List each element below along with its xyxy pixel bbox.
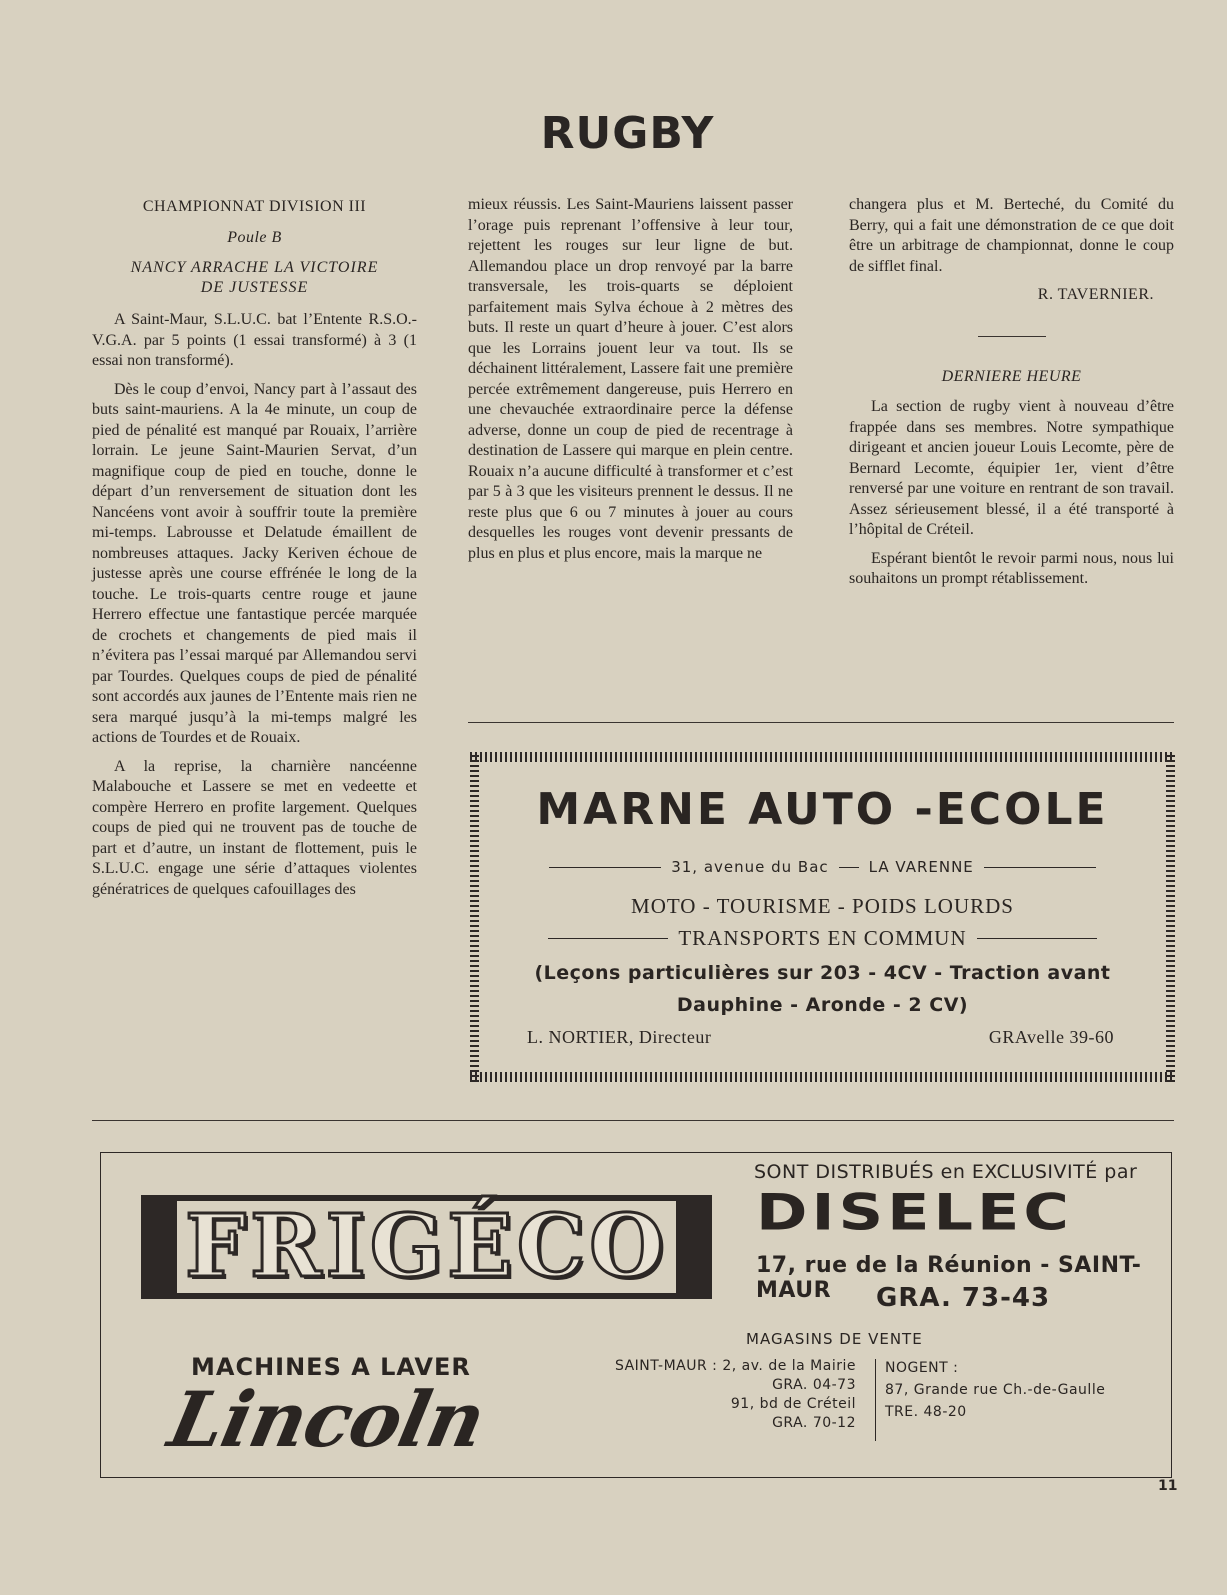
auto-ecole-services-1: MOTO - TOURISME - POIDS LOURDS: [631, 894, 1014, 918]
distributor-phone: GRA. 73-43: [876, 1283, 1051, 1313]
auto-ecole-name: MARNE AUTO -ECOLE: [536, 784, 1109, 835]
horizontal-rule: [92, 1120, 1174, 1121]
championship-heading: CHAMPIONNAT DIVISION III: [142, 198, 367, 215]
late-news-paragraph: Espérant bientôt le revoir parmi nous, nous lui souhaitons un prompt rétablissement.: [849, 549, 1174, 587]
article-paragraph: Dès le coup d’envoi, Nancy part à l’assaut des buts saint-mauriens. A la 4e minute, un coup de pied de pénalité est manqué par Rouaix, l’arrière lorrain. Le jeune Saint-Maurien Servat, d’un magnifique coup de pied en touche, donne le départ d’un renversement de situation dont les Nancéens vont avoir à souffrir toute la première mi-temps. Labrousse et Delatude émaillent de nombreuses attaques. Jacky Keriven échoue de justesse après une course effrénée le long de la touche. Le trois-quarts centre rouge et jaune Herrero effectue une fantastique percée marquée de crochets et changements de pied mais il n’évitera pas l’essai marqué par Allemandou servi par Tourdes. Quelques coups de pied de pénalité sont accordés aux jaunes de l’Entente mais rien ne sera marqué jusqu’à la mi-temps malgré les actions de Tourdes et de Rouaix.: [92, 380, 417, 746]
store-line: GRA. 04-73: [772, 1377, 856, 1393]
store-line: 87, Grande rue Ch.-de-Gaulle: [885, 1382, 1106, 1398]
store-divider: [875, 1359, 876, 1441]
auto-ecole-phone: GRAvelle 39-60: [988, 1027, 1114, 1047]
distributor-address: 17, rue de la Réunion - SAINT-MAUR: [756, 1253, 1142, 1303]
distribution-note: SONT DISTRIBUÉS en EXCLUSIVITÉ par: [754, 1161, 1138, 1183]
article-paragraph: A la reprise, la charnière nancéenne Malabouche et Lassere se met en vedeette et compère Herrero en profite largement. Quelques coups de pied qui ne trouvent pas de touche de part et d’autre, un instant de flottement, puis le S.L.U.C. engage une série d’attaques violentes génératrices de quelques cafouillages des: [92, 757, 417, 898]
late-news-heading: DERNIERE HEURE: [941, 367, 1082, 385]
late-news-paragraph: La section de rugby vient à nouveau d’être frappée dans ses membres. Notre sympathique dirigeant et ancien joueur Louis Lecomte, père de Bernard Lecomte, équipier 1er, vient d’être renversé par une voiture en rentrant de son travail. Assez sérieusement blessé, il a été transporté à l’hôpital de Créteil.: [849, 398, 1174, 538]
ad-border: [470, 752, 1175, 762]
page-number: 11: [1158, 1478, 1178, 1494]
store-line: GRA. 70-12: [772, 1415, 856, 1431]
section-divider: [978, 336, 1046, 337]
auto-ecole-lessons-1: (Leçons particulières sur 203 - 4CV - Traction avant: [534, 962, 1111, 984]
page-title: RUGBY: [540, 108, 715, 159]
auto-ecole-address: [479, 858, 1166, 876]
headline-line-2: DE JUSTESSE: [200, 279, 309, 296]
store-line: SAINT-MAUR : 2, av. de la Mairie: [614, 1358, 856, 1374]
frigeco-brand: FRIGÉCO: [177, 1201, 676, 1293]
article-paragraph: changera plus et M. Berteché, du Comité du Berry, qui a fait une démonstration de ce que doit être un arbitrage de championnat, donne le coup de sifflet final.: [849, 196, 1174, 275]
article-paragraph: mieux réussis. Les Saint-Mauriens laissent passer l’orage puis reprenant l’offensive à leur tour, rejettent les rouges sur leur ligne de but. Allemandou place un drop renvoyé par la barre transversale, les trois-quarts se déploient parfaitement mais Sylva échoue à 2 mètres des buts. Il reste un quart d’heure à jouer. C’est alors que les Lorrains jouent leur va tout. Ils se déchainent littéralement, Lassere fait une première percée extrêmement dangereuse, puis Herrero en une chevauchée extraordinaire perce la défense adverse, donne un coup de pied de recentrage à destination de Lassere qui marque en plein centre. Rouaix n’a aucune difficulté à transformer et c’est par 5 à 3 que les visiteurs prennent le dessus. Il ne reste plus que 6 ou 7 minutes à jouer au cours desquelles les rouges vont devenir pressants de plus en plus et plus encore, mais la marque ne: [468, 196, 793, 562]
frigeco-product: MACHINES A LAVER: [191, 1353, 471, 1381]
store-nogent: [885, 1357, 1145, 1423]
store-saint-maur: [556, 1357, 856, 1433]
frigeco-logo: [141, 1195, 712, 1299]
article-column-1: [92, 195, 417, 908]
distributor-name: DISELEC: [756, 1183, 1073, 1242]
horizontal-rule: [468, 722, 1174, 723]
article-signature: R. TAVERNIER.: [1037, 286, 1154, 303]
auto-ecole-services-2: TRANSPORTS EN COMMUN: [678, 926, 967, 950]
ad-border: [470, 1072, 1175, 1082]
headline-line-1: NANCY ARRACHE LA VICTOIRE: [130, 259, 379, 276]
frigeco-ad: [100, 1152, 1172, 1478]
auto-ecole-street: 31, avenue du Bac: [671, 858, 829, 876]
stores-heading: MAGASINS DE VENTE: [746, 1330, 923, 1348]
ad-border: [1166, 752, 1175, 1082]
article-column-2: [468, 195, 793, 572]
ad-border: [470, 752, 479, 1082]
auto-ecole-director: L. NORTIER, Directeur: [527, 1027, 712, 1047]
auto-ecole-lessons-2: Dauphine - Aronde - 2 CV): [676, 994, 969, 1016]
article-paragraph: A Saint-Maur, S.L.U.C. bat l’Entente R.S.O.-V.G.A. par 5 points (1 essai transformé) à 3 (1 essai non transformé).: [92, 311, 417, 369]
store-line: NOGENT :: [885, 1360, 959, 1376]
auto-ecole-services-2-row: [479, 926, 1166, 951]
article-column-3: [849, 195, 1174, 598]
store-line: 91, bd de Créteil: [730, 1396, 856, 1412]
auto-ecole-town: LA VARENNE: [868, 858, 974, 876]
auto-ecole-ad: [470, 752, 1175, 1082]
article-headline: [92, 258, 417, 298]
store-line: TRE. 48-20: [885, 1404, 967, 1420]
lincoln-logo: Lincoln: [161, 1375, 493, 1464]
pool-heading: Poule B: [227, 228, 282, 246]
